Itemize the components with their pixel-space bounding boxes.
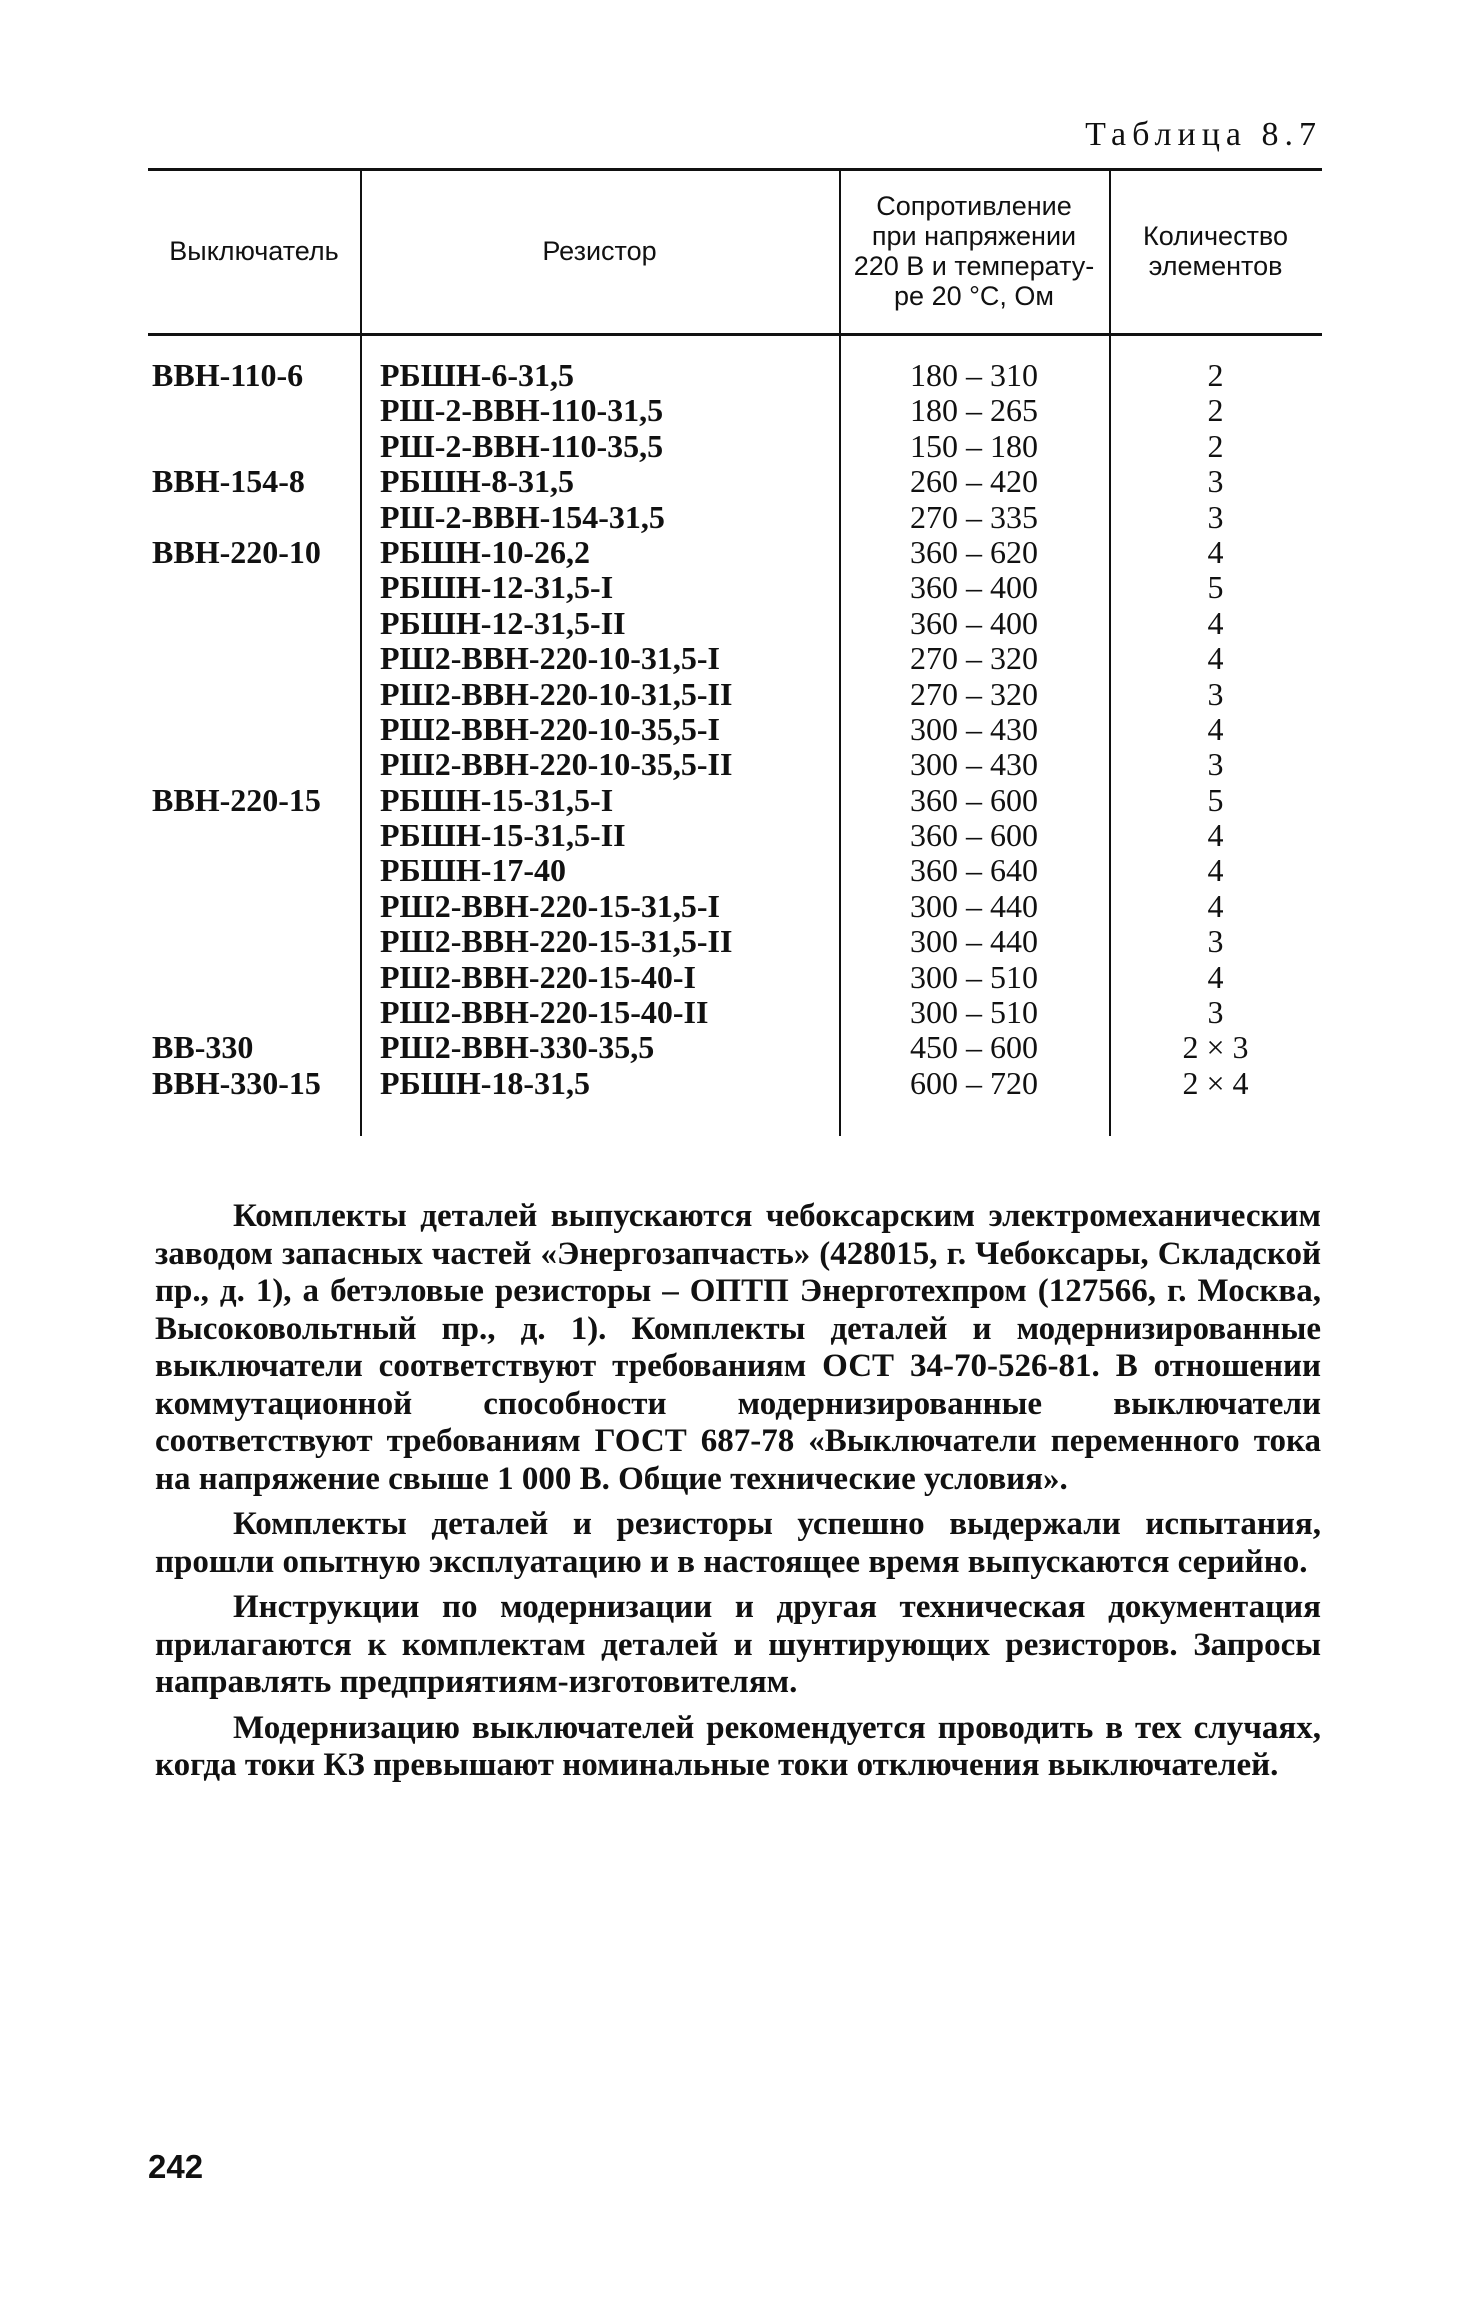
table-row bbox=[148, 1066, 1322, 1101]
table-header-rule bbox=[148, 333, 1322, 336]
count-cell: 3 bbox=[1207, 746, 1224, 783]
header-line: при напряжении bbox=[871, 220, 1077, 251]
paragraph: Комплекты деталей и резисторы успешно выдержали испытания, прошли опытную эксплуатацию и в настоящее время выпускаются серийно. bbox=[155, 1506, 1321, 1580]
resistance-cell: 180 – 310 bbox=[910, 357, 1038, 393]
table-row bbox=[148, 995, 1322, 1030]
resistor-table bbox=[148, 168, 1322, 1136]
resistor-cell: РБШН-17-40 bbox=[380, 852, 567, 889]
resistor-cell: РШ2-ВВН-220-10-31,5-II bbox=[380, 675, 733, 712]
resistance-cell: 360 – 620 bbox=[910, 533, 1038, 570]
resistance-cell: 270 – 320 bbox=[910, 675, 1038, 712]
count-cell: 4 bbox=[1207, 817, 1224, 854]
header-switch bbox=[148, 168, 360, 333]
table-row bbox=[148, 677, 1322, 712]
resistor-cell: РБШН-10-26,2 bbox=[380, 533, 591, 570]
resistor-cell: РШ2-ВВН-220-15-40-II bbox=[380, 994, 709, 1031]
resistance-cell: 300 – 510 bbox=[910, 958, 1038, 995]
resistor-cell: РШ-2-ВВН-154-31,5 bbox=[380, 498, 665, 535]
switch-cell: ВВН-220-10 bbox=[152, 533, 321, 570]
resistor-cell: РБШН-12-31,5-I bbox=[380, 569, 614, 606]
count-cell: 3 bbox=[1207, 463, 1224, 500]
switch-cell: ВВН-330-15 bbox=[152, 1064, 321, 1101]
resistor-cell: РБШН-12-31,5-II bbox=[380, 604, 626, 641]
resistance-cell: 270 – 335 bbox=[910, 498, 1038, 535]
resistance-cell: 360 – 600 bbox=[910, 817, 1038, 854]
count-cell: 4 bbox=[1207, 604, 1224, 641]
table-row bbox=[148, 570, 1322, 605]
resistance-cell: 600 – 720 bbox=[910, 1064, 1038, 1101]
header-line: ре 20 °С, Ом bbox=[894, 280, 1054, 311]
resistor-cell: РБШН-6-31,5 bbox=[380, 357, 575, 393]
resistor-cell: РБШН-15-31,5-I bbox=[380, 781, 614, 818]
header-line: элементов bbox=[1148, 250, 1283, 281]
header-resistor bbox=[360, 168, 839, 333]
switch-cell: ВВН-220-15 bbox=[152, 781, 321, 818]
count-cell: 2 × 3 bbox=[1182, 1029, 1249, 1066]
count-cell: 5 bbox=[1207, 569, 1224, 606]
count-cell: 4 bbox=[1207, 958, 1224, 995]
resistance-cell: 300 – 440 bbox=[910, 923, 1038, 960]
count-cell: 4 bbox=[1207, 852, 1224, 889]
count-cell: 2 bbox=[1207, 427, 1224, 464]
switch-cell: ВВН-154-8 bbox=[152, 463, 305, 500]
count-cell: 4 bbox=[1207, 887, 1224, 924]
switch-cell: ВВ-330 bbox=[152, 1029, 254, 1066]
table-row bbox=[148, 1030, 1322, 1065]
table-row bbox=[148, 889, 1322, 924]
count-cell: 4 bbox=[1207, 533, 1224, 570]
table-row bbox=[148, 429, 1322, 464]
table-row bbox=[148, 818, 1322, 853]
resistance-cell: 360 – 600 bbox=[910, 781, 1038, 818]
table-row bbox=[148, 606, 1322, 641]
resistance-cell: 300 – 510 bbox=[910, 994, 1038, 1031]
header-line: Сопротивление bbox=[876, 190, 1072, 221]
resistor-cell: РШ2-ВВН-220-15-40-I bbox=[380, 958, 696, 995]
resistance-cell: 260 – 420 bbox=[910, 463, 1038, 500]
table-row bbox=[148, 712, 1322, 747]
count-cell: 4 bbox=[1207, 710, 1224, 747]
resistance-cell: 270 – 320 bbox=[910, 640, 1038, 677]
switch-cell: ВВН-110-6 bbox=[152, 357, 304, 393]
resistance-cell: 300 – 440 bbox=[910, 887, 1038, 924]
resistor-cell: РШ-2-ВВН-110-35,5 bbox=[380, 427, 664, 464]
count-cell: 3 bbox=[1207, 994, 1224, 1031]
table-row bbox=[148, 393, 1322, 428]
table-row bbox=[148, 641, 1322, 676]
paragraph: Комплекты деталей выпускаются чебоксарским электромеханическим заводом запасных частей «Энергозапчасть» (428015, г. Чебоксары, Складской пр., д. 1), а бетэловые резисторы – ОПТП Энерготехпром (127566, г. Москва, Высоковольтный пр., д. 1). Комплекты деталей и модернизированные выключатели соответствуют требованиям ОСТ 34-70-526-81. В отношении коммутационной способности модернизированные выключатели соответствуют требованиям ГОСТ 687-78 «Выключатели переменного тока на напряжение свыше 1 000 В. Общие технические условия». bbox=[155, 1198, 1321, 1497]
count-cell: 2 × 4 bbox=[1182, 1064, 1249, 1101]
resistance-cell: 300 – 430 bbox=[910, 710, 1038, 747]
count-cell: 2 bbox=[1207, 357, 1224, 393]
table-row bbox=[148, 783, 1322, 818]
table-row bbox=[148, 853, 1322, 888]
resistance-cell: 360 – 640 bbox=[910, 852, 1038, 889]
header-count bbox=[1109, 168, 1322, 333]
resistor-cell: РШ2-ВВН-220-10-35,5-I bbox=[380, 710, 720, 747]
resistance-cell: 180 – 265 bbox=[910, 392, 1038, 429]
resistor-cell: РБШН-8-31,5 bbox=[380, 463, 575, 500]
paragraph: Инструкции по модернизации и другая техническая документация прилагаются к комплектам деталей и шунтирующих резисторов. Запросы направлять предприятиям-изготовителям. bbox=[155, 1589, 1321, 1700]
resistor-cell: РШ2-ВВН-220-15-31,5-I bbox=[380, 887, 720, 924]
resistor-cell: РШ2-ВВН-330-35,5 bbox=[380, 1029, 655, 1066]
header-line: Резистор bbox=[542, 235, 657, 266]
resistor-cell: РБШН-15-31,5-II bbox=[380, 817, 626, 854]
body-text bbox=[155, 1198, 1321, 1793]
count-cell: 5 bbox=[1207, 781, 1224, 818]
resistor-cell: РШ-2-ВВН-110-31,5 bbox=[380, 392, 664, 429]
table-row bbox=[148, 960, 1322, 995]
resistance-cell: 450 – 600 bbox=[910, 1029, 1038, 1066]
header-line: Количество bbox=[1143, 220, 1288, 251]
count-cell: 2 bbox=[1207, 392, 1224, 429]
count-cell: 4 bbox=[1207, 640, 1224, 677]
resistance-cell: 150 – 180 bbox=[910, 427, 1038, 464]
header-line: 220 В и температу- bbox=[853, 250, 1095, 281]
resistor-cell: РШ2-ВВН-220-10-31,5-I bbox=[380, 640, 720, 677]
table-row bbox=[148, 464, 1322, 499]
resistance-cell: 360 – 400 bbox=[910, 604, 1038, 641]
table-caption: Таблица 8.7 bbox=[1085, 116, 1322, 153]
resistor-cell: РШ2-ВВН-220-15-31,5-II bbox=[380, 923, 733, 960]
table-row bbox=[148, 535, 1322, 570]
page-number: 242 bbox=[148, 2148, 204, 2185]
count-cell: 3 bbox=[1207, 675, 1224, 712]
paragraph: Модернизацию выключателей рекомендуется проводить в тех случаях, когда токи КЗ превышают номинальные токи отключения выключателей. bbox=[155, 1709, 1321, 1783]
resistance-cell: 300 – 430 bbox=[910, 746, 1038, 783]
table-row bbox=[148, 924, 1322, 959]
count-cell: 3 bbox=[1207, 498, 1224, 535]
resistance-cell: 360 – 400 bbox=[910, 569, 1038, 606]
table-row bbox=[148, 747, 1322, 782]
table-body bbox=[148, 358, 1322, 1101]
resistor-cell: РШ2-ВВН-220-10-35,5-II bbox=[380, 746, 733, 783]
count-cell: 3 bbox=[1207, 923, 1224, 960]
resistor-cell: РБШН-18-31,5 bbox=[380, 1064, 591, 1101]
header-line: Выключатель bbox=[169, 235, 339, 266]
header-resistance bbox=[839, 168, 1109, 333]
table-row bbox=[148, 500, 1322, 535]
table-row bbox=[148, 358, 1322, 393]
